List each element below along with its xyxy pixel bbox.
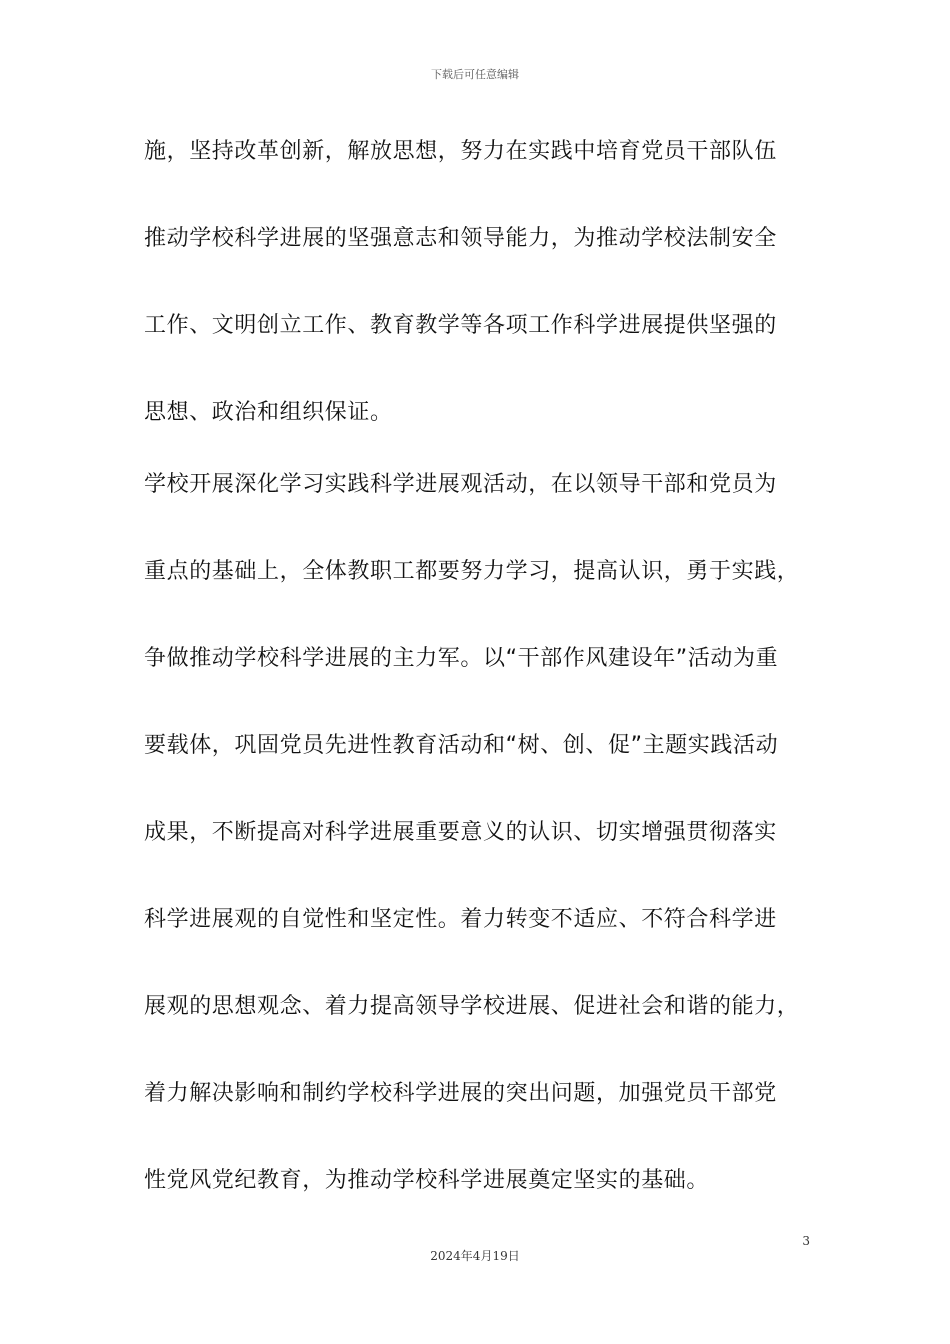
page-footer-date: 2024年4月19日 bbox=[430, 1249, 520, 1263]
text-line: 展观的思想观念、着力提高领导学校进展、促进社会和谐的能力， bbox=[144, 994, 800, 1019]
text-line: 思想、政治和组织保证。 bbox=[144, 400, 393, 425]
text-line: 施，坚持改革创新，解放思想，努力在实践中培育党员干部队伍 bbox=[144, 139, 777, 164]
text-line: 争做推动学校科学进展的主力军。以“干部作风建设年”活动为重 bbox=[144, 646, 779, 671]
text-line: 成果，不断提高对科学进展重要意义的认识、切实增强贯彻落实 bbox=[144, 820, 777, 845]
text-line: 科学进展观的自觉性和坚定性。着力转变不适应、不符合科学进 bbox=[144, 907, 777, 932]
text-line: 工作、文明创立工作、教育教学等各项工作科学进展提供坚强的 bbox=[144, 313, 777, 338]
text-line: 着力解决影响和制约学校科学进展的突出问题，加强党员干部党 bbox=[144, 1081, 777, 1106]
text-line: 性党风党纪教育，为推动学校科学进展奠定坚实的基础。 bbox=[144, 1168, 710, 1193]
page-number: 3 bbox=[802, 1234, 810, 1248]
text-line: 推动学校科学进展的坚强意志和领导能力，为推动学校法制安全 bbox=[144, 226, 777, 251]
page-header: 下载后可任意编辑 bbox=[431, 68, 519, 81]
text-line: 重点的基础上，全体教职工都要努力学习，提高认识，勇于实践， bbox=[144, 559, 800, 584]
text-line: 要载体，巩固党员先进性教育活动和“树、创、促”主题实践活动 bbox=[144, 733, 779, 758]
text-line: 学校开展深化学习实践科学进展观活动，在以领导干部和党员为 bbox=[144, 472, 777, 497]
